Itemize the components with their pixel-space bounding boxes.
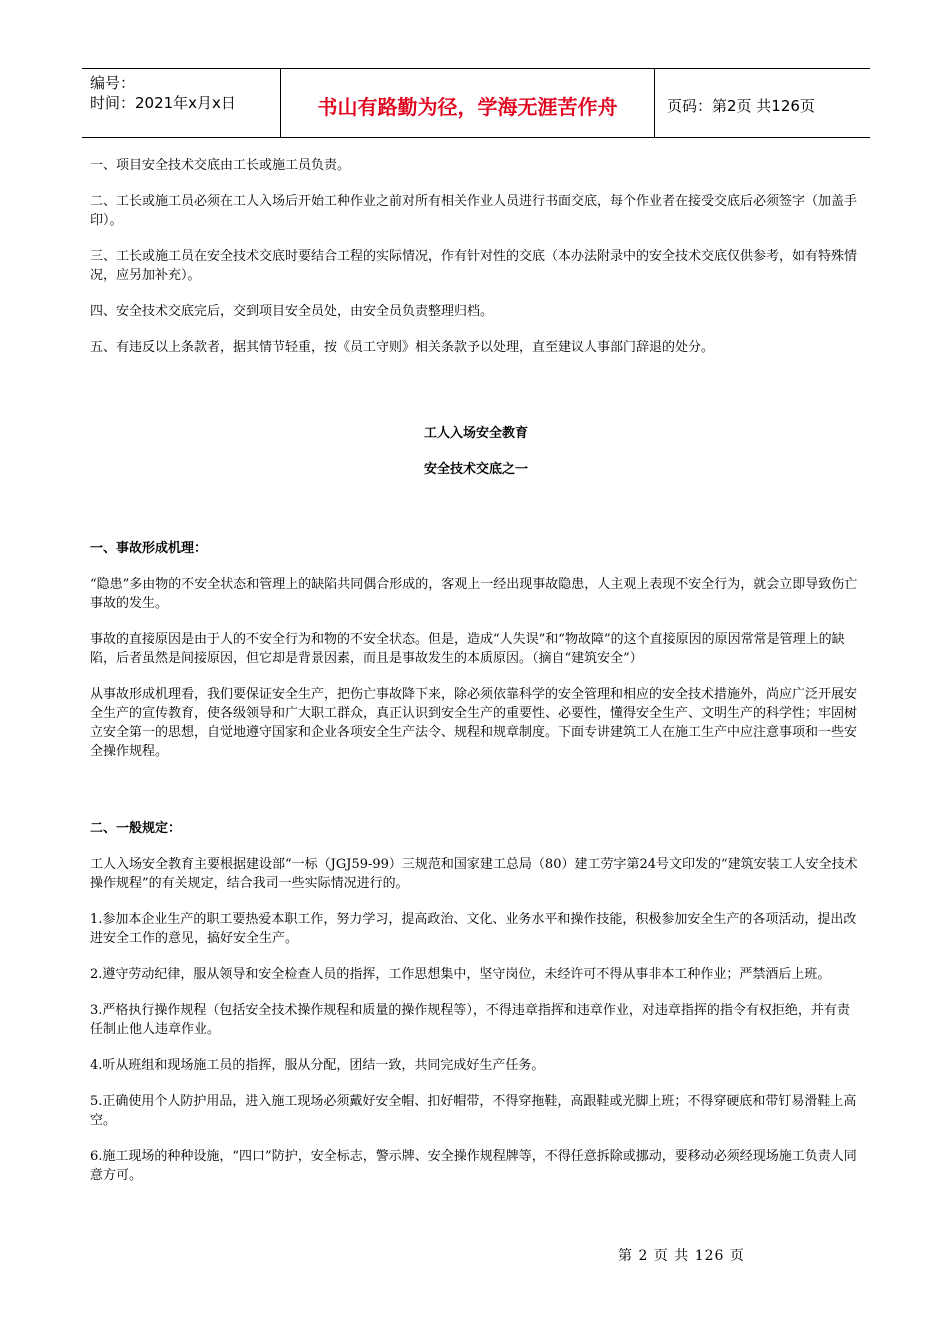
- body-paragraph: 从事故形成机理看，我们要保证安全生产，把伤亡事故降下来，除必须依靠科学的安全管理和相应的安全技术措施外，尚应广泛开展安全生产的宣传教育，使各级领导和广大职工群众，真正认识到安全生产的重要性、必要性，懂得安全生产、文明生产的科学性；牢固树立安全第一的思想，自觉地遵守国家和企业各项安全生产法令、规程和规章制度。下面专讲建筑工人在施工生产中应注意事项和一些安全操作规程。: [90, 687, 858, 759]
- rule-paragraph: 一、项目安全技术交底由工长或施工员负责。: [90, 158, 351, 173]
- section-title: 二、一般规定：: [90, 821, 182, 836]
- rule-paragraph: 五、有违反以上条款者，据其情节轻重，按《员工守则》相关条款予以处理，直至建议人事部门辞退的处分。: [90, 340, 715, 355]
- body-paragraph: 工人入场安全教育主要根据建设部“一标（JGJ59-99）三规范和国家建工总局（80）建工劳字第24号文印发的“建筑安装工人安全技术操作规程”的有关规定，结合我司一些实际情况进行的。: [90, 857, 858, 891]
- body-paragraph: 3.严格执行操作规程（包括安全技术操作规程和质量的操作规程等），不得违章指挥和违章作业，对违章指挥的指令有权拒绝，并有责任制止他人违章作业。: [90, 1003, 850, 1037]
- rule-paragraph: 四、安全技术交底完后，交到项目安全员处，由安全员负责整理归档。: [90, 304, 494, 319]
- body-paragraph: 5.正确使用个人防护用品，进入施工现场必须戴好安全帽、扣好帽带，不得穿拖鞋，高跟鞋或光脚上班；不得穿硬底和带钉易滑鞋上高空。: [90, 1094, 857, 1128]
- rule-paragraph: 二、工长或施工员必须在工人入场后开始工种作业之前对所有相关作业人员进行书面交底，每个作业者在接受交底后必须签字（加盖手印）。: [90, 194, 858, 228]
- page-footer: 第 2 页 共 126 页: [618, 1248, 745, 1264]
- header-motto: 书山有路勤为径，学海无涯苦作舟: [280, 69, 655, 137]
- rule-paragraph: 三、工长或施工员在安全技术交底时要结合工程的实际情况，作有针对性的交底（本办法附录中的安全技术交底仅供参考，如有特殊情况，应另加补充）。: [90, 249, 858, 283]
- document-subtitle: 安全技术交底之一: [423, 462, 528, 477]
- body-paragraph: 1.参加本企业生产的职工要热爱本职工作，努力学习，提高政治、文化、业务水平和操作技能，积极参加安全生产的各项活动，提出改进安全工作的意见，搞好安全生产。: [90, 912, 857, 946]
- body-paragraph: 6.施工现场的种种设施，“四口”防护，安全标志，警示牌、安全操作规程牌等，不得任意拆除或挪动，要移动必须经现场施工负责人同意方可。: [90, 1149, 857, 1183]
- header-page-info: 页码：第2页 共126页: [667, 96, 815, 115]
- time-label: 时间：2021年x月x日: [90, 94, 236, 112]
- header-meta: [82, 69, 280, 137]
- body-paragraph: 事故的直接原因是由于人的不安全行为和物的不安全状态。但是，造成“人失误”和“物故障”的这个直接原因的原因常常是管理上的缺陷，后者虽然是间接原因，但它却是背景因素，而且是事故发生的本质原因。（摘自“建筑安全”）: [90, 632, 845, 666]
- document-body: [90, 150, 862, 1185]
- body-paragraph: 2.遵守劳动纪律，服从领导和安全检查人员的指挥，工作思想集中，坚守岗位，未经许可不得从事非本工种作业；严禁酒后上班。: [90, 967, 831, 982]
- body-paragraph: 4.听从班组和现场施工员的指挥，服从分配，团结一致，共同完成好生产任务。: [90, 1058, 545, 1073]
- page-header: [82, 68, 870, 138]
- code-label: 编号：: [90, 74, 136, 92]
- body-paragraph: “隐患”多由物的不安全状态和管理上的缺陷共同偶合形成的，客观上一经出现事故隐患，人主观上表现不安全行为，就会立即导致伤亡事故的发生。: [90, 577, 858, 611]
- section-title: 一、事故形成机理：: [90, 541, 208, 556]
- document-title: 工人入场安全教育: [423, 426, 528, 441]
